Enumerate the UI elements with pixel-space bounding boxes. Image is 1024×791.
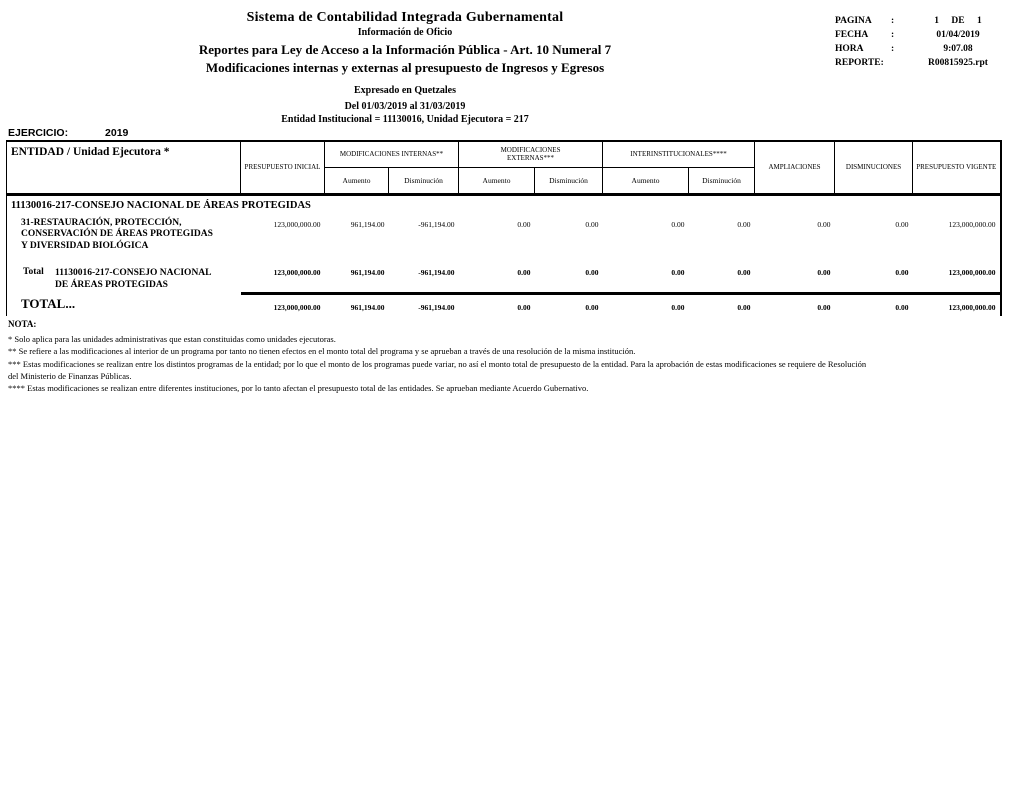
grand-interinst-disminucion: 0.00 [737, 303, 751, 313]
grand-presupuesto-inicial: 123,000,000.00 [273, 303, 321, 313]
column-header-internas-aumento: Aumento [325, 167, 389, 194]
grand-total-label: TOTAL... [21, 295, 76, 311]
column-header-interinst-disminucion: Disminución [689, 167, 755, 194]
grand-externas-aumento: 0.00 [517, 303, 531, 313]
currency-note: Expresado en Quetzales [353, 85, 457, 96]
column-header-entidad: ENTIDAD / Unidad Ejecutora * [7, 141, 241, 194]
ejercicio-line [8, 127, 128, 139]
total-externas-disminucion: 0.00 [535, 261, 603, 294]
entity-group-row [7, 194, 1001, 213]
cell-externas-disminucion: 0.00 [585, 219, 599, 229]
grand-ampliaciones: 0.00 [817, 303, 831, 313]
pagina-value: 1 DE 1 [934, 16, 982, 26]
budget-modifications-table [6, 140, 1002, 316]
cell-internas-aumento: 961,194.00 [350, 219, 385, 229]
report-subtitle-oficio: Información de Oficio [357, 27, 453, 38]
total-ampliaciones: 0.00 [755, 261, 835, 294]
grand-interinst-aumento: 0.00 [671, 303, 685, 313]
nota-item-1: * Solo aplica para las unidades administrativas que estan constituidas como unidades ejecutoras. [8, 334, 336, 345]
grand-total-row [7, 294, 1001, 316]
date-range: Del 01/03/2019 al 31/03/2019 [344, 101, 466, 112]
cell-presupuesto-vigente: 123,000,000.00 [948, 219, 996, 229]
report-meta [835, 16, 1017, 68]
grand-externas-disminucion: 0.00 [585, 303, 599, 313]
entity-total-label: Total 11130016-217-CONSEJO NACIONAL DE ÁREAS PROTEGIDAS [23, 267, 211, 291]
reporte-label: REPORTE: [835, 58, 884, 68]
hora-label: HORA [835, 44, 864, 54]
fecha-value: 01/04/2019 [936, 30, 980, 40]
nota-item-3: *** Estas modificaciones se realizan entre los distintos programas de la entidad; por lo que el monto de los programas puede variar, no así el monto total de presupuesto de la entidad. Para la aprobación de estas modificaciones se requiere de Resolución del Ministerio de Finanzas Públicas. [8, 358, 867, 381]
fecha-sep: : [891, 30, 895, 40]
column-header-interinst-aumento: Aumento [603, 167, 689, 194]
nota-item-2: ** Se refiere a las modificaciones al interior de un programa por tanto no tienen efectos en el monto total del programa y se aprueban a través de una resolución de la misma institución. [8, 346, 636, 357]
column-header-externas-disminucion: Disminución [535, 167, 603, 194]
ejercicio-value: 2019 [105, 127, 129, 139]
total-presupuesto-inicial: 123,000,000.00 [241, 261, 325, 294]
cell-ampliaciones: 0.00 [817, 219, 831, 229]
group-header-modificaciones-externas: MODIFICACIONES EXTERNAS*** [459, 141, 603, 167]
cell-disminuciones: 0.00 [895, 219, 909, 229]
total-interinst-disminucion: 0.00 [689, 261, 755, 294]
total-presupuesto-vigente: 123,000,000.00 [913, 261, 1001, 294]
group-header-interinstitucionales: INTERINSTITUCIONALES**** [603, 141, 755, 167]
cell-interinst-disminucion: 0.00 [737, 219, 751, 229]
column-header-presupuesto-inicial: PRESUPUESTO INICIAL [241, 141, 325, 194]
entity-total-row [7, 261, 1001, 294]
total-internas-aumento: 961,194.00 [325, 261, 389, 294]
entity-line: Entidad Institucional = 11130016, Unidad Ejecutora = 217 [281, 114, 529, 125]
pagina-sep: : [891, 16, 895, 26]
cell-internas-disminucion: -961,194.00 [418, 219, 455, 229]
cell-presupuesto-inicial: 123,000,000.00 [273, 219, 321, 229]
grand-disminuciones: 0.00 [895, 303, 909, 313]
cell-externas-aumento: 0.00 [517, 219, 531, 229]
total-prefix: Total [23, 267, 44, 278]
total-disminuciones: 0.00 [835, 261, 913, 294]
nota-title: NOTA: [8, 319, 37, 329]
program-row [7, 213, 1001, 262]
column-header-ampliaciones: AMPLIACIONES [755, 141, 835, 194]
total-internas-disminucion: -961,194.00 [389, 261, 459, 294]
grand-presupuesto-vigente: 123,000,000.00 [948, 303, 996, 313]
reporte-sep [891, 58, 903, 68]
grand-internas-aumento: 961,194.00 [350, 303, 385, 313]
report-subtitle-ley: Reportes para Ley de Acceso a la Información Pública - Art. 10 Numeral 7 [198, 42, 612, 57]
column-header-externas-aumento: Aumento [459, 167, 535, 194]
pagina-label: PAGINA [835, 16, 872, 26]
ejercicio-label: EJERCICIO: [8, 127, 69, 139]
hora-value: 9:07.08 [943, 44, 973, 54]
hora-sep: : [891, 44, 895, 54]
report-header [0, 10, 810, 125]
footnotes [8, 318, 870, 395]
cell-interinst-aumento: 0.00 [671, 219, 685, 229]
column-header-disminuciones: DISMINUCIONES [835, 141, 913, 194]
group-header-modificaciones-internas: MODIFICACIONES INTERNAS** [325, 141, 459, 167]
grand-internas-disminucion: -961,194.00 [418, 303, 455, 313]
program-label: 31-RESTAURACIÓN, PROTECCIÓN, CONSERVACIÓN DE ÁREAS PROTEGIDAS Y DIVERSIDAD BIOLÓGICA [21, 217, 213, 252]
fecha-label: FECHA [835, 30, 869, 40]
reporte-value: R00815925.rpt [928, 58, 988, 68]
total-externas-aumento: 0.00 [459, 261, 535, 294]
column-header-presupuesto-vigente: PRESUPUESTO VIGENTE [913, 141, 1001, 194]
total-interinst-aumento: 0.00 [603, 261, 689, 294]
report-subtitle-modificaciones: Modificaciones internas y externas al presupuesto de Ingresos y Egresos [205, 60, 605, 75]
column-header-internas-disminucion: Disminución [389, 167, 459, 194]
entity-group-label: 11130016-217-CONSEJO NACIONAL DE ÁREAS PROTEGIDAS [11, 199, 311, 211]
report-title: Sistema de Contabilidad Integrada Gubernamental [246, 10, 564, 25]
nota-item-4: **** Estas modificaciones se realizan entre diferentes instituciones, por lo tanto afectan el presupuesto total de las entidades. Se aprueban mediante Acuerdo Gubernativo. [8, 383, 589, 394]
